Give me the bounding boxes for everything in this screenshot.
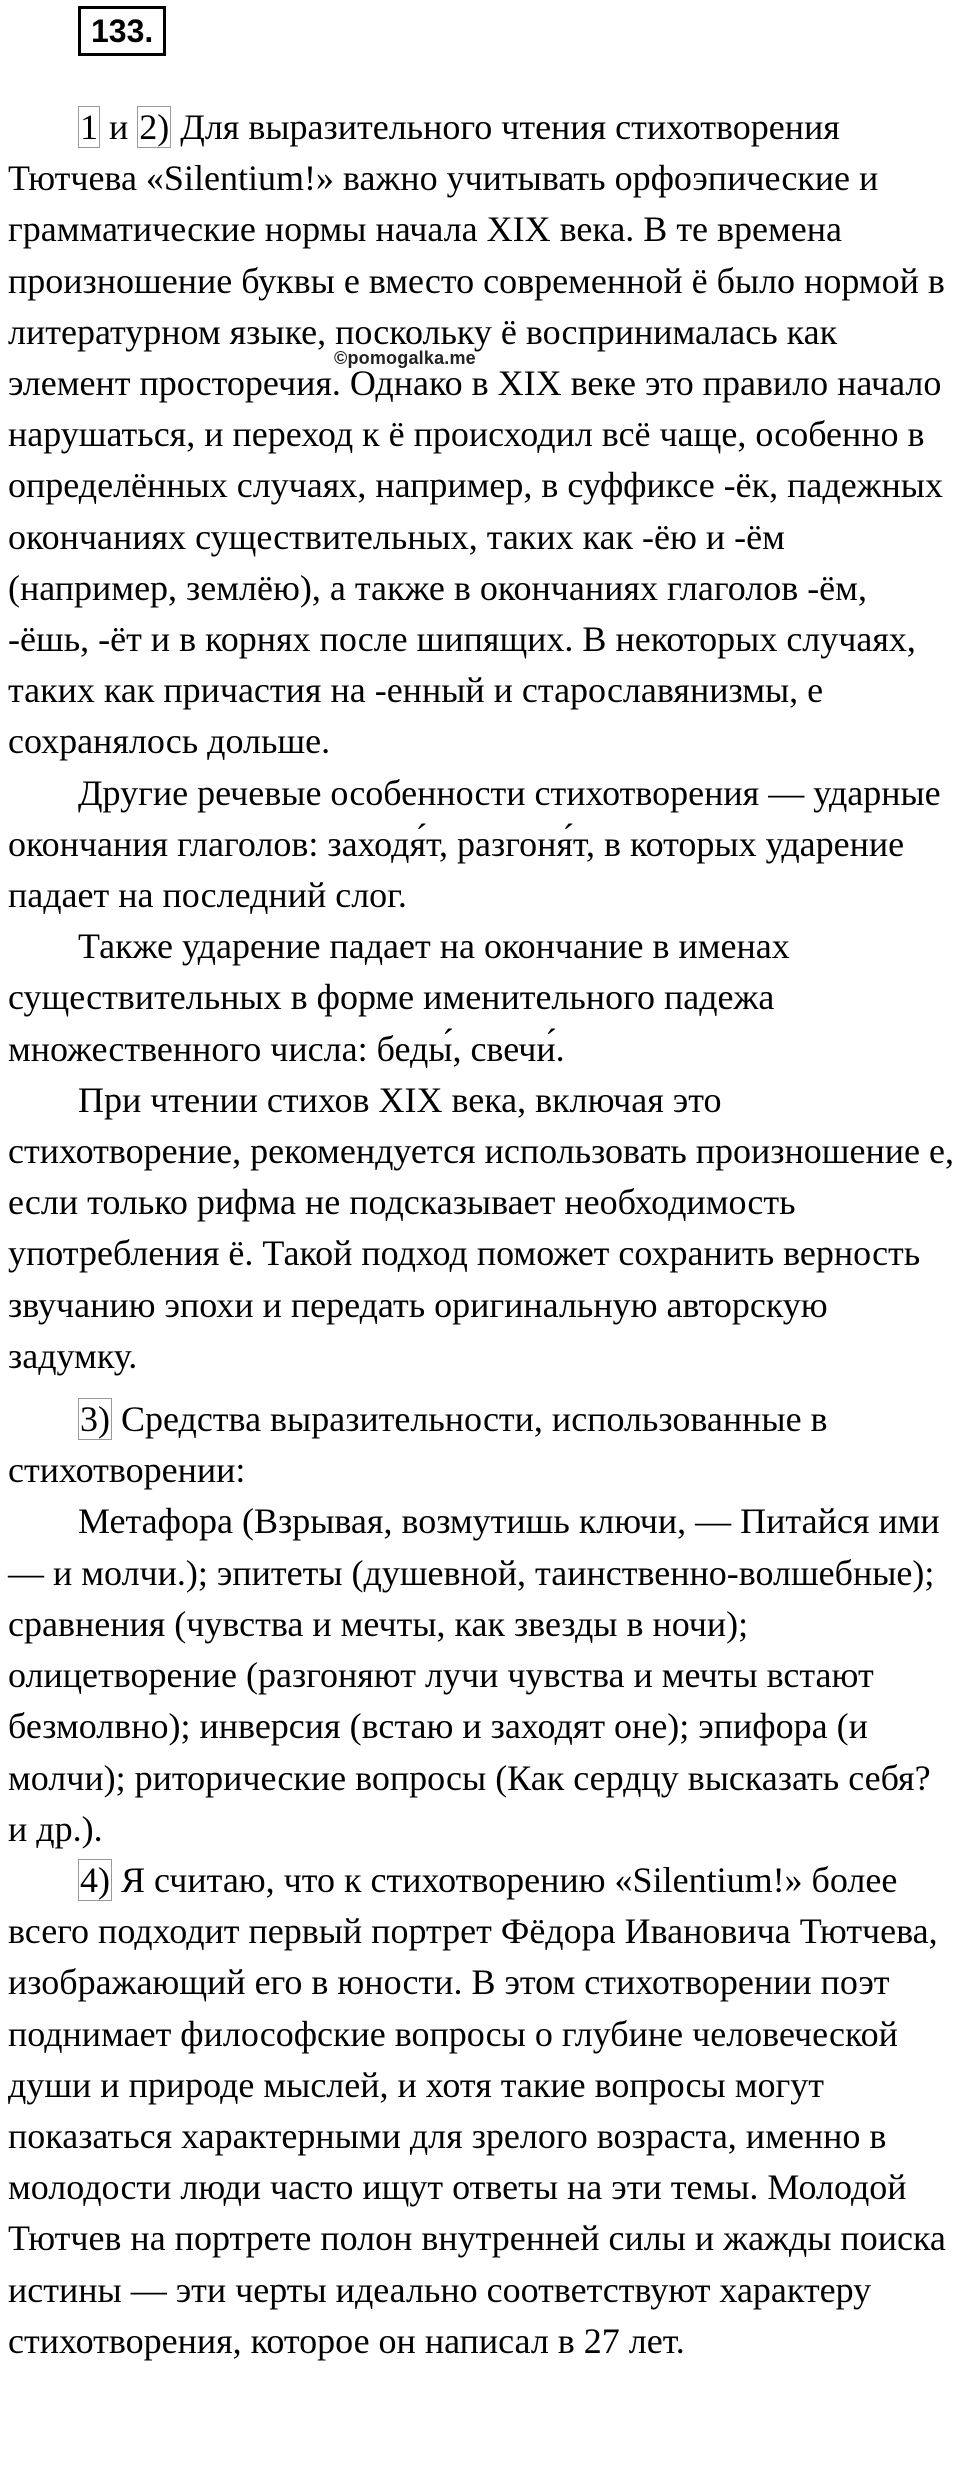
watermark: ©pomogalka.me xyxy=(334,348,476,368)
marker-4: 4) xyxy=(80,1859,110,1900)
paragraph-1 xyxy=(8,102,956,768)
marker-2: 2) xyxy=(139,107,170,147)
marker-1: 1 xyxy=(80,107,98,147)
paragraph-1-text: Для выразительного чтения стихотворения Тютчева «Silentium!» важно учитывать орфоэпические и грамматические нормы начала XIX века. В те времена произношение буквы е вместо современной ё было нормой в литературном языке, поскольку ё воспринималась как элемент просторечия. Однако в XIX веке это правило начало нарушаться, и переход к ё происходил всё чаще, особенно в определённых случаях, например, в суффиксе -ёк, падежных окончаниях существительных, таких как -ёю и -ём (например, землёю), а также в окончаниях глаголов -ём, -ёшь, -ёт и в корнях после шипящих. В некоторых случаях, таких как причастия на -енный и старославянизмы, е сохранялось дольше. xyxy=(8,107,945,762)
marker-3: 3) xyxy=(80,1399,110,1440)
paragraph-1-connector: и xyxy=(100,107,138,147)
paragraph-5 xyxy=(8,1394,956,1496)
task-number-box: 133. xyxy=(78,6,166,56)
paragraph-3: Также ударение падает на окончание в именах существительных в форме именительного падежа множественного числа: беды́, свечи́. xyxy=(8,926,790,1069)
paragraph-4: При чтении стихов XIX века, включая это стихотворение, рекомендуется использовать произношение е, если только рифма не подсказывает необходимость употребления ё. Такой подход поможет сохранить верность звучанию эпохи и передать оригинальную авторскую задумку. xyxy=(8,1079,954,1376)
paragraph-7 xyxy=(8,1855,956,2367)
paragraph-7-text: Я считаю, что к стихотворению «Silentium!» более всего подходит первый портрет Фёдора Ивановича Тютчева, изображающий его в юности. В этом стихотворении поэт поднимает философские вопросы о глубине человеческой души и природе мыслей, и хотя такие вопросы могут показаться характерными для зрелого возраста, именно в молодости люди часто ищут ответы на эти темы. Молодой Тютчев на портрете полон внутренней силы и жажды поиска истины — эти черты идеально соответствуют характеру стихотворения, которое он написал в 27 лет. xyxy=(8,1859,946,2361)
paragraph-5-text: Средства выразительности, использованные в стихотворении: xyxy=(8,1399,828,1491)
paragraph-6: Метафора (Взрывая, возмутишь ключи, — Питайся ими — и молчи.); эпитеты (душевной, таинственно-волшебные); сравнения (чувства и мечты, как звезды в ночи); олицетворение (разгоняют лучи чувства и мечты встают безмолвно); инверсия (встаю и заходят оне); эпифора (и молчи); риторические вопросы (Как сердцу высказать себя? и др.). xyxy=(8,1501,940,1849)
paragraph-2: Другие речевые особенности стихотворения — ударные окончания глаголов: заходя́т, разгоня́т, в которых ударение падает на последний слог. xyxy=(8,772,941,916)
answer-text xyxy=(8,102,956,2367)
paragraph-gap xyxy=(8,1382,956,1394)
